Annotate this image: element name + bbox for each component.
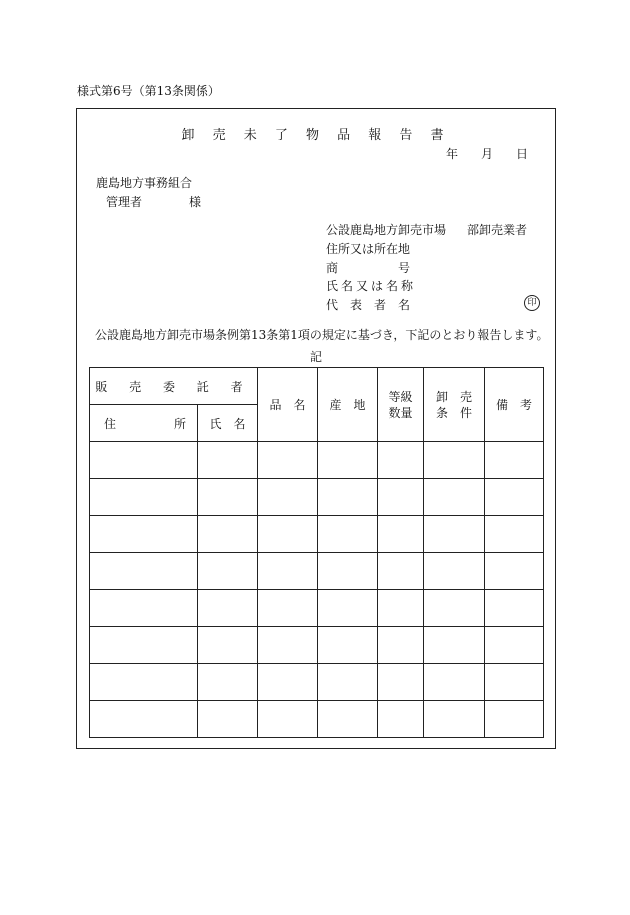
table-cell[interactable] — [90, 516, 198, 553]
header-sale-terms — [424, 368, 485, 442]
table-cell[interactable] — [198, 442, 258, 479]
header-grade-line2: 数量 — [388, 405, 413, 420]
header-grade-quantity — [378, 368, 424, 442]
table-cell[interactable] — [90, 442, 198, 479]
table-cell[interactable] — [258, 627, 318, 664]
header-grade-line1: 等級 — [388, 389, 413, 404]
table-cell[interactable] — [258, 590, 318, 627]
table-cell[interactable] — [90, 553, 198, 590]
sender-market: 公設鹿島地方卸売市場 — [326, 223, 447, 237]
sender-trader-type: 部卸売業者 — [467, 223, 528, 237]
seal-mark: 印 — [524, 295, 540, 311]
header-origin: 産 地 — [318, 368, 378, 442]
report-table — [89, 367, 544, 738]
table-cell[interactable] — [378, 590, 424, 627]
representative-label: 代 表 者 名 — [326, 298, 411, 312]
table-cell[interactable] — [318, 442, 378, 479]
report-statement: 公設鹿島地方卸売市場条例第13条第1項の規定に基づき，下記のとおり報告します。 — [95, 328, 549, 342]
table-cell[interactable] — [424, 553, 485, 590]
table-cell[interactable] — [258, 701, 318, 738]
table-cell[interactable] — [318, 627, 378, 664]
table-cell[interactable] — [424, 701, 485, 738]
header-consigner-address — [90, 405, 198, 442]
header-consigner: 販 売 委 託 者 — [90, 368, 258, 405]
table-row — [90, 479, 544, 516]
addressee-honorific: 様 — [189, 195, 202, 209]
header-remarks: 備 考 — [485, 368, 544, 442]
table-cell[interactable] — [90, 627, 198, 664]
table-cell[interactable] — [424, 627, 485, 664]
table-cell[interactable] — [378, 701, 424, 738]
sender-name-label: 氏名又は名称 — [326, 279, 417, 293]
table-cell[interactable] — [198, 627, 258, 664]
date-day-label: 日 — [516, 147, 529, 161]
table-cell[interactable] — [485, 627, 544, 664]
table-cell[interactable] — [90, 590, 198, 627]
table-row — [90, 442, 544, 479]
header-address-char2: 所 — [174, 416, 187, 431]
header-terms-line1: 卸 売 — [435, 389, 472, 404]
table-cell[interactable] — [90, 664, 198, 701]
table-cell[interactable] — [198, 479, 258, 516]
table-cell[interactable] — [258, 479, 318, 516]
table-cell[interactable] — [378, 627, 424, 664]
header-terms-line2: 条 件 — [435, 405, 472, 420]
table-cell[interactable] — [90, 479, 198, 516]
sender-address-label: 住所又は所在地 — [326, 242, 411, 256]
table-cell[interactable] — [198, 516, 258, 553]
date-month-label: 月 — [481, 147, 494, 161]
table-cell[interactable] — [485, 701, 544, 738]
table-row — [90, 627, 544, 664]
table-cell[interactable] — [424, 664, 485, 701]
table-row — [90, 553, 544, 590]
date-year-label: 年 — [446, 147, 459, 161]
table-cell[interactable] — [318, 664, 378, 701]
table-cell[interactable] — [485, 590, 544, 627]
table-cell[interactable] — [198, 701, 258, 738]
table-cell[interactable] — [318, 516, 378, 553]
table-cell[interactable] — [485, 664, 544, 701]
table-cell[interactable] — [258, 442, 318, 479]
table-cell[interactable] — [258, 516, 318, 553]
table-cell[interactable] — [378, 516, 424, 553]
ki-label: 記 — [310, 350, 323, 364]
table-row — [90, 590, 544, 627]
table-cell[interactable] — [198, 590, 258, 627]
table-row — [90, 516, 544, 553]
table-cell[interactable] — [378, 664, 424, 701]
table-cell[interactable] — [485, 442, 544, 479]
table-row — [90, 664, 544, 701]
table-row — [90, 701, 544, 738]
table-cell[interactable] — [318, 701, 378, 738]
table-cell[interactable] — [424, 590, 485, 627]
table-cell[interactable] — [424, 516, 485, 553]
table-cell[interactable] — [485, 553, 544, 590]
table-cell[interactable] — [485, 516, 544, 553]
table-header-row — [90, 368, 544, 405]
table-cell[interactable] — [318, 479, 378, 516]
table-cell[interactable] — [378, 442, 424, 479]
addressee-organization: 鹿島地方事務組合 — [96, 176, 193, 190]
table-cell[interactable] — [378, 479, 424, 516]
sender-trade-name-label-2: 号 — [398, 261, 411, 275]
table-cell[interactable] — [198, 553, 258, 590]
table-cell[interactable] — [318, 590, 378, 627]
table-cell[interactable] — [258, 664, 318, 701]
table-cell[interactable] — [424, 442, 485, 479]
table-cell[interactable] — [378, 553, 424, 590]
table-cell[interactable] — [485, 479, 544, 516]
addressee-role: 管理者 — [106, 195, 143, 209]
header-item-name: 品 名 — [258, 368, 318, 442]
header-address-char1: 住 — [104, 416, 117, 431]
table-cell[interactable] — [318, 553, 378, 590]
document-title: 卸 売 未 了 物 品 報 告 書 — [181, 128, 451, 143]
form-number-label: 様式第6号（第13条関係） — [77, 84, 220, 98]
sender-trade-name-label-1: 商 — [326, 261, 339, 275]
table-cell[interactable] — [424, 479, 485, 516]
table-cell[interactable] — [258, 553, 318, 590]
table-cell[interactable] — [198, 664, 258, 701]
table-cell[interactable] — [90, 701, 198, 738]
header-consigner-name: 氏 名 — [198, 405, 258, 442]
